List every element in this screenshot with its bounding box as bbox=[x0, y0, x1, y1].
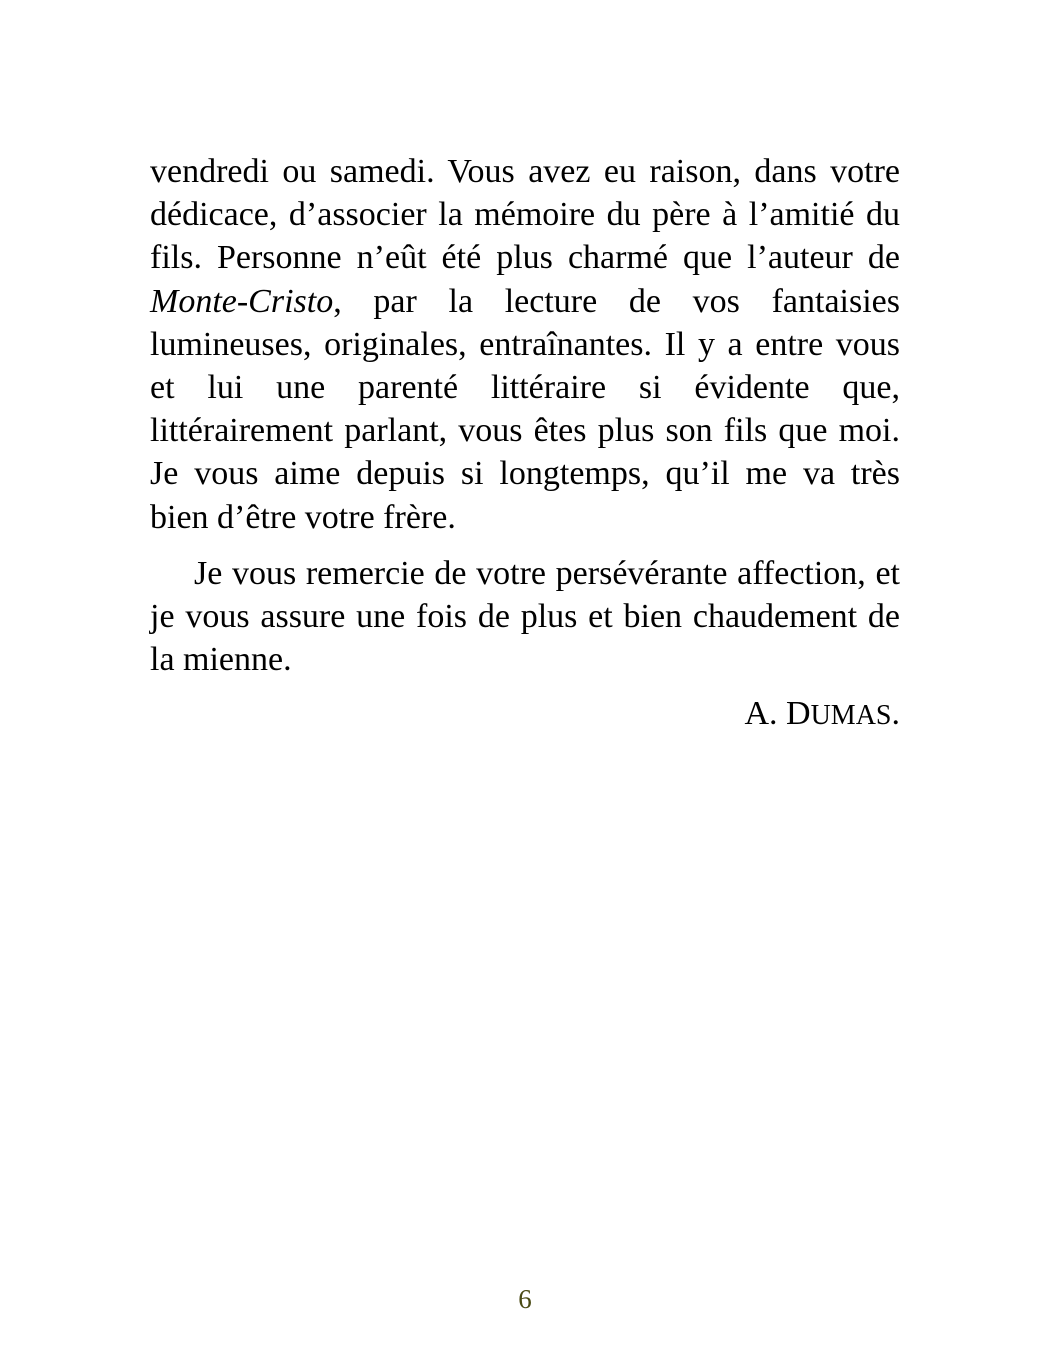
signature-initial: A. D bbox=[744, 695, 811, 733]
paragraph-2: Je vous remercie de votre persévérante affection, et je vous assure une fois de plus et bien chaudement de la mienne. bbox=[150, 554, 900, 679]
paragraph-1 bbox=[150, 150, 900, 539]
signature bbox=[150, 692, 900, 737]
signature-period: . bbox=[891, 695, 900, 733]
book-title: Monte-Cristo bbox=[150, 282, 334, 320]
paragraph-1-text-start: vendredi ou samedi. Vous avez eu raison, dans votre dédicace, d’associer la mémoire du père à l’amitié du fils. Personne n’eût été plus charmé que l’auteur de bbox=[150, 153, 900, 277]
signature-surname: UMAS bbox=[810, 700, 892, 732]
page-number: 6 bbox=[518, 1284, 532, 1314]
page-body bbox=[150, 150, 900, 738]
paragraph-1-text-end: , par la lecture de vos fantaisies lumineuses, originales, entraînantes. Il y a entre vous et lui une parenté littéraire si évidente que, littérairement parlant, vous êtes plus son fils que moi. Je vous aime depuis si longtemps, qu’il me va très bien d’être votre frère. bbox=[150, 282, 900, 536]
